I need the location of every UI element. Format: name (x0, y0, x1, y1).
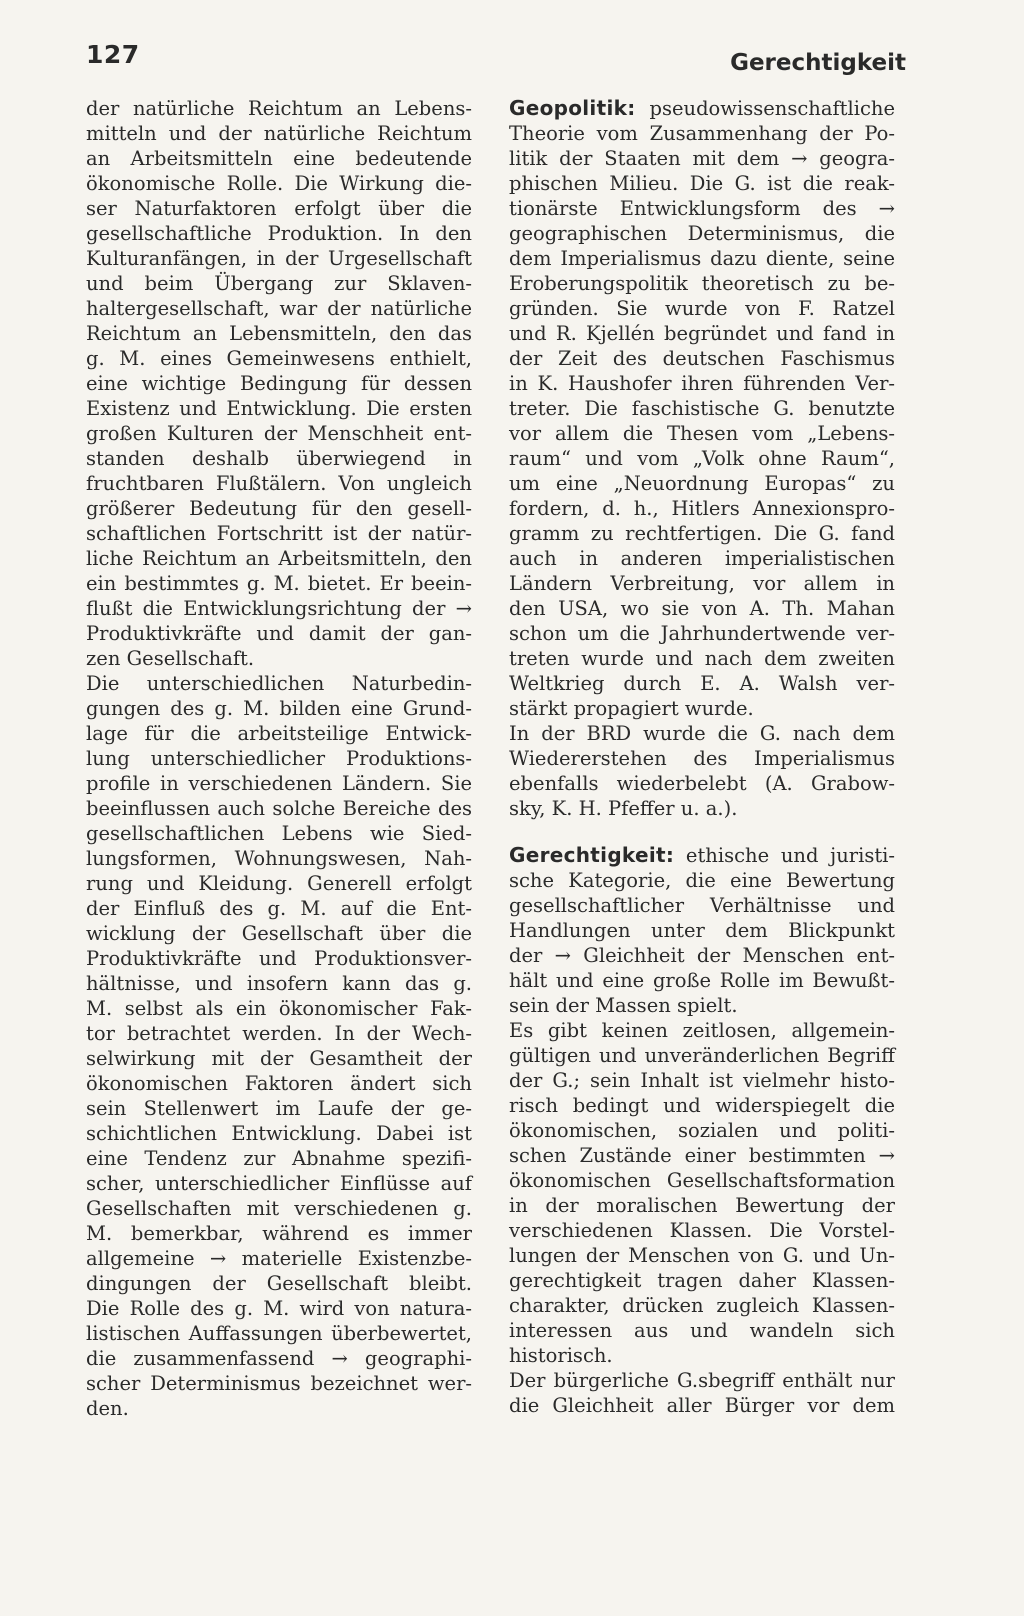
text-line: charakter, drücken zugleich Klassen- (509, 1294, 895, 1317)
text-line: historisch. (509, 1344, 613, 1367)
text-line: tionärste Entwicklungsform des → (509, 197, 895, 220)
text-line: Existenz und Entwicklung. Die ersten (86, 397, 472, 420)
text-line: die Gleichheit aller Bürger vor dem (509, 1394, 895, 1417)
text-line: ser Naturfaktoren erfolgt über die (86, 197, 472, 220)
text-line: stärkt propagiert wurde. (509, 697, 754, 720)
text-line: litik der Staaten mit dem → geogra- (509, 147, 895, 170)
text-line: um eine „Neuordnung Europas“ zu (509, 472, 895, 495)
dictionary-entry (509, 96, 895, 821)
text-line: gesellschaftliche Produktion. In den (86, 222, 472, 245)
text-line: größerer Bedeutung für den gesell- (86, 497, 472, 520)
text-line: risch bedingt und widerspiegelt die (509, 1094, 895, 1117)
text-line: der natürliche Reichtum an Lebens- (86, 97, 472, 120)
text-line: schen Zustände einer bestimmten → (509, 1144, 895, 1167)
text-line (509, 843, 895, 868)
text-line: sein Stellenwert im Laufe der ge- (86, 1097, 472, 1120)
text-line: wicklung der Gesellschaft über die (86, 922, 472, 945)
text-line: zen Gesellschaft. (86, 647, 255, 670)
text-line: mitteln und der natürliche Reichtum (86, 122, 472, 145)
text-line: Wiedererstehen des Imperialismus (509, 747, 895, 770)
text-line: rung und Kleidung. Generell erfolgt (86, 872, 472, 895)
text-line: verschiedenen Klassen. Die Vorstel- (509, 1219, 895, 1242)
text-line: listischen Auffassungen überbewertet, (86, 1322, 472, 1345)
text-line: fruchtbaren Flußtälern. Von ungleich (86, 472, 472, 495)
text-line: lungsformen, Wohnungswesen, Nah- (86, 847, 472, 870)
text-line: allgemeine → materielle Existenzbe- (86, 1247, 472, 1270)
entry-lemma: Gerechtigkeit: (509, 843, 675, 867)
text-line: in K. Haushofer ihren führenden Ver- (509, 372, 895, 395)
text-line: die zusammenfassend → geographi- (86, 1347, 472, 1370)
text-line: den USA, wo sie von A. Th. Mahan (509, 597, 895, 620)
text-line: gungen des g. M. bilden eine Grund- (86, 697, 472, 720)
text-line: Weltkrieg durch E. A. Walsh ver- (509, 672, 895, 695)
text-line: Kulturanfängen, in der Urgesellschaft (86, 247, 472, 270)
text-line: gesellschaftlicher Verhältnisse und (509, 894, 895, 917)
text-line: M. bemerkbar, während es immer (86, 1222, 472, 1245)
text-line: lung unterschiedlicher Produktions- (86, 747, 472, 770)
text-line: interessen aus und wandeln sich (509, 1319, 895, 1342)
text-line: phischen Milieu. Die G. ist die reak- (509, 172, 895, 195)
text-line: liche Reichtum an Arbeitsmitteln, den (86, 547, 472, 570)
text-line: Eroberungspolitik theoretisch zu be- (509, 272, 895, 295)
text-line: gültigen und unveränderlichen Begriff (509, 1044, 895, 1067)
text-line: hältnisse, und insofern kann das g. (86, 972, 472, 995)
text-line: in der moralischen Bewertung der (509, 1194, 895, 1217)
text-line: schon um die Jahrhundertwende ver- (509, 622, 895, 645)
text-line: gerechtigkeit tragen daher Klassen- (509, 1269, 895, 1292)
text-line: dingungen der Gesellschaft bleibt. (86, 1272, 472, 1295)
text-line: Produktivkräfte und Produktionsver- (86, 947, 472, 970)
text-line: eine wichtige Bedingung für dessen (86, 372, 472, 395)
text-line: fordern, d. h., Hitlers Annexionspro- (509, 497, 895, 520)
text-line: Der bürgerliche G.sbegriff enthält nur (509, 1369, 895, 1392)
text-line: scher, unterschiedlicher Einflüsse auf (86, 1172, 472, 1195)
text-line: ein bestimmtes g. M. bietet. Er beein- (86, 572, 472, 595)
text-line: lungen der Menschen von G. und Un- (509, 1244, 895, 1267)
right-column (509, 96, 895, 1418)
text-line: raum“ und vom „Volk ohne Raum“, (509, 447, 895, 470)
text-line: ebenfalls wiederbelebt (A. Grabow- (509, 772, 895, 795)
entry-lemma: Geopolitik: (509, 96, 636, 120)
text-line: flußt die Entwicklungsrichtung der → (86, 597, 472, 620)
text-line: Die Rolle des g. M. wird von natura- (86, 1297, 472, 1320)
text-line: lage für die arbeitsteilige Entwick- (86, 722, 472, 745)
text-line: ökonomischen, sozialen und politi- (509, 1119, 895, 1142)
text-line: gesellschaftlichen Lebens wie Sied- (86, 822, 472, 845)
entry-definition-start: ethische und juristi- (674, 844, 895, 867)
text-line: großen Kulturen der Menschheit ent- (86, 422, 472, 445)
text-line: selwirkung mit der Gesamtheit der (86, 1047, 472, 1070)
text-line: hält und eine große Rolle im Bewußt- (509, 969, 895, 992)
dictionary-entry (509, 843, 895, 1418)
text-line: und beim Übergang zur Sklaven- (86, 272, 472, 295)
page-number: 127 (86, 40, 140, 69)
text-line: schaftlichen Fortschritt ist der natür- (86, 522, 472, 545)
text-line: und R. Kjellén begründet und fand in (509, 322, 895, 345)
text-line: In der BRD wurde die G. nach dem (509, 722, 895, 745)
text-line: schichtlichen Entwicklung. Dabei ist (86, 1122, 472, 1145)
text-line: gründen. Sie wurde von F. Ratzel (509, 297, 895, 320)
text-line: sche Kategorie, die eine Bewertung (509, 869, 895, 892)
text-line: sein der Massen spielt. (509, 994, 738, 1017)
text-line: gramm zu rechtfertigen. Die G. fand (509, 522, 895, 545)
text-line: vor allem die Thesen vom „Lebens- (509, 422, 895, 445)
text-line: dem Imperialismus dazu diente, seine (509, 247, 895, 270)
text-line: Die unterschiedlichen Naturbedin- (86, 672, 472, 695)
text-line: Es gibt keinen zeitlosen, allgemein- (509, 1019, 895, 1042)
text-line: beeinflussen auch solche Bereiche des (86, 797, 472, 820)
text-line: auch in anderen imperialistischen (509, 547, 895, 570)
left-column (86, 96, 472, 1421)
text-line: der Zeit des deutschen Faschismus (509, 347, 895, 370)
text-line: der G.; sein Inhalt ist vielmehr histo- (509, 1069, 895, 1092)
text-line: der Einfluß des g. M. auf die Ent- (86, 897, 472, 920)
text-line: der → Gleichheit der Menschen ent- (509, 944, 895, 967)
running-head: Gerechtigkeit (730, 50, 906, 76)
text-line: tor betrachtet werden. In der Wech- (86, 1022, 472, 1045)
text-line: eine Tendenz zur Abnahme spezifi- (86, 1147, 472, 1170)
text-line: profile in verschiedenen Ländern. Sie (86, 772, 472, 795)
text-line: den. (86, 1397, 129, 1420)
text-line: Theorie vom Zusammenhang der Po- (509, 122, 895, 145)
text-line: Gesellschaften mit verschiedenen g. (86, 1197, 472, 1220)
text-line: scher Determinismus bezeichnet wer- (86, 1372, 472, 1395)
text-line: treter. Die faschistische G. benutzte (509, 397, 895, 420)
text-line: M. selbst als ein ökonomischer Fak- (86, 997, 472, 1020)
text-line: Produktivkräfte und damit der gan- (86, 622, 472, 645)
text-line: g. M. eines Gemeinwesens enthielt, (86, 347, 472, 370)
text-line: haltergesellschaft, war der natürliche (86, 297, 472, 320)
text-line (509, 96, 895, 121)
text-line: sky, K. H. Pfeffer u. a.). (509, 797, 738, 820)
text-line: ökonomische Rolle. Die Wirkung die- (86, 172, 472, 195)
text-line: Ländern Verbreitung, vor allem in (509, 572, 895, 595)
text-line: geographischen Determinismus, die (509, 222, 895, 245)
text-line: treten wurde und nach dem zweiten (509, 647, 895, 670)
text-line: ökonomischen Gesellschaftsformation (509, 1169, 895, 1192)
entry-definition-start: pseudowissenschaftliche (635, 97, 895, 120)
text-line: Handlungen unter dem Blickpunkt (509, 919, 895, 942)
text-line: an Arbeitsmitteln eine bedeutende (86, 147, 472, 170)
text-line: Reichtum an Lebensmitteln, den das (86, 322, 472, 345)
text-line: standen deshalb überwiegend in (86, 447, 472, 470)
text-line: ökonomischen Faktoren ändert sich (86, 1072, 472, 1095)
